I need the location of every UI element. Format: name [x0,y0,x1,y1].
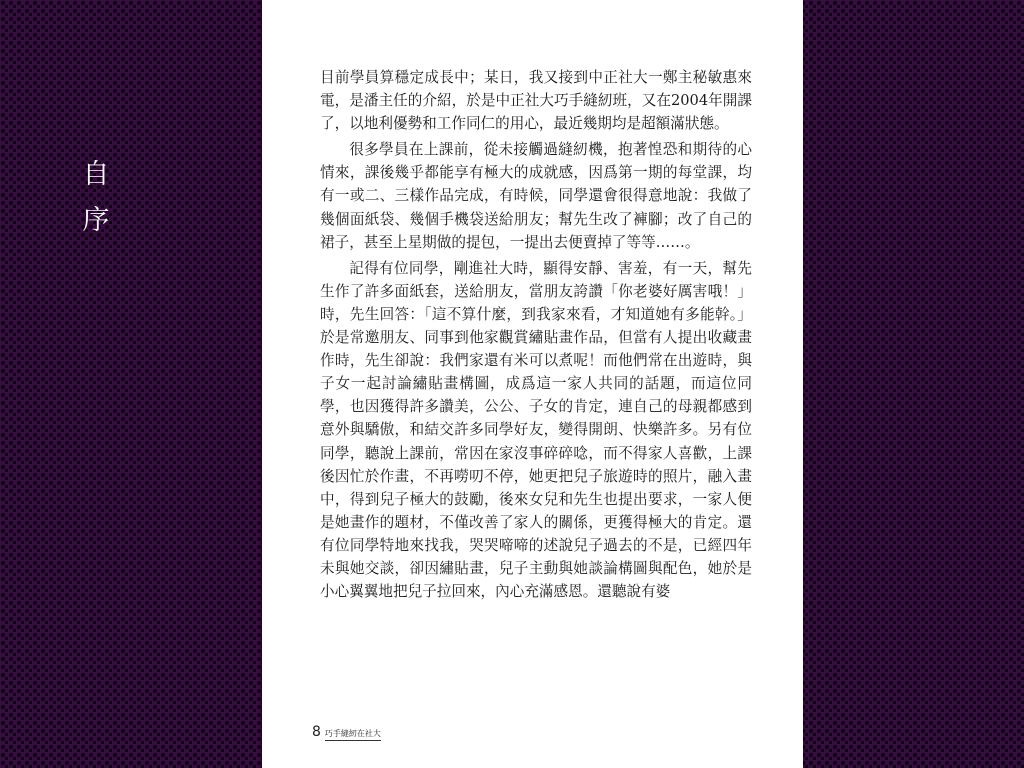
paragraph-3: 記得有位同學，剛進社大時，顯得安靜、害羞，有一天，幫先生作了許多面紙套，送給朋友，當朋友誇讚「你老婆好厲害哦！」時，先生回答：「這不算什麼，到我家來看，才知道她有多能幹。」於是常邀朋友、同事到他家觀賞繡貼畫作品，但當有人提出收藏畫作時，先生卻說：我們家還有米可以煮呢！而他們常在出遊時，與子女一起討論繡貼畫構圖，成爲這一家人共同的話題，而這位同學，也因獲得許多讚美，公公、子女的肯定，連自己的母親都感到意外與驕傲，和結交許多同學好友，變得開朗、快樂許多。另有位同學，聽說上課前，常因在家沒事碎碎唸，而不得家人喜歡，上課後因忙於作畫，不再嘮叨不停，她更把兒子旅遊時的照片，融入畫中，得到兒子極大的鼓勵，後來女兒和先生也提出要求，一家人便是她畫作的題材，不僅改善了家人的關係，更獲得極大的肯定。還有位同學特地來找我，哭哭啼啼的述說兒子過去的不是，已經四年未與她交談，卻因繡貼畫，兒子主動與她談論構圖與配色，她於是小心翼翼地把兒子拉回來，內心充滿感恩。還聽說有婆 [320,259,752,601]
paragraph-2: 很多學員在上課前，從未接觸過縫紉機，抱著惶恐和期待的心情來，課後幾乎都能享有極大的成就感，因爲第一期的每堂課，均有一或二、三樣作品完成，有時候，同學還會很得意地說：我做了幾個面紙袋、幾個手機袋送給朋友；幫先生改了褲腳；改了自己的裙子，甚至上星期做的提包，一提出去便賣掉了等等……。 [320,141,752,251]
paragraph-1: 目前學員算穩定成長中；某日，我又接到中正社大一鄭主秘敏惠來電，是潘主任的介紹，於是中正社大巧手縫紉班，又在2004年開課了，以地利優勢和工作同仁的用心，最近幾期均是超額滿狀態。 [320,69,752,133]
sidebar-title [76,152,116,244]
page-footer [312,724,381,741]
page-number: 8 [312,724,321,740]
document-page [262,0,803,768]
footer-book-title: 巧手縫紉在社大 [325,728,381,741]
sidebar-title-char-1: 自 [82,159,110,190]
body-text [320,66,752,606]
sidebar-title-char-2: 序 [82,205,110,236]
